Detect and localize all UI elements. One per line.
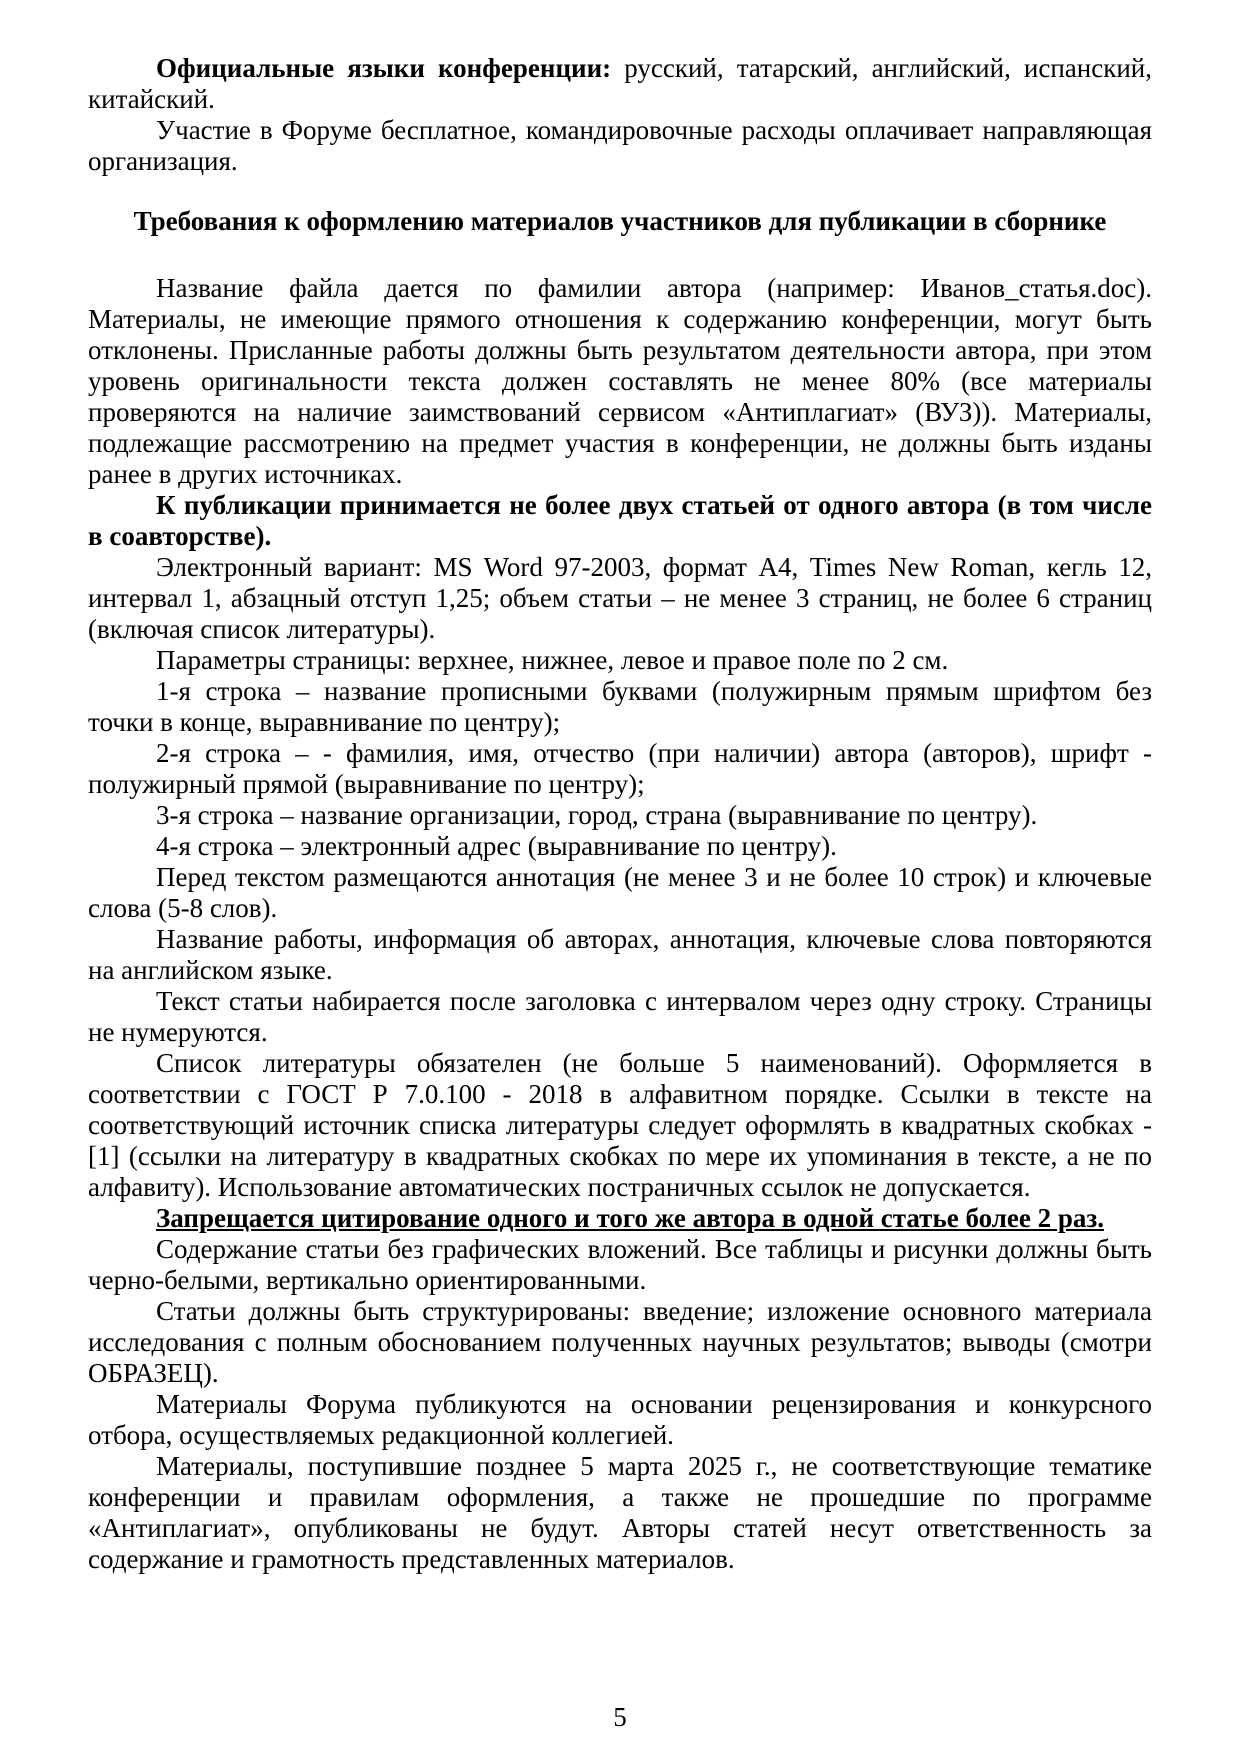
para-line-2	[88, 738, 1152, 800]
para-line-1	[88, 676, 1152, 738]
text-run: Участие в Форуме бесплатное, командировочные расходы оплачивает направляющая организация.	[88, 115, 1152, 176]
section-heading	[88, 206, 1152, 237]
para-english-repeat	[88, 924, 1152, 986]
para-structure	[88, 1296, 1152, 1389]
text-run: Материалы, поступившие позднее 5 марта 2025 г., не соответствующие тематике конференции и правилам оформления, а также не прошедшие по программе «Антиплагиат», опубликованы не будут. Авторы статей несут ответственность за содержание и грамотность представленных материалов.	[88, 1451, 1152, 1574]
para-line-4	[88, 831, 1152, 862]
para-deadline	[88, 1451, 1152, 1575]
text-run: Материалы Форума публикуются на основании рецензирования и конкурсного отбора, осуществляемых редакционной коллегией.	[88, 1389, 1152, 1450]
text-run: Содержание статьи без графических вложений. Все таблицы и рисунки должны быть черно-белыми, вертикально ориентированными.	[88, 1234, 1152, 1295]
text-run: Перед текстом размещаются аннотация (не менее 3 и не более 10 строк) и ключевые слова (5-8 слов).	[88, 862, 1152, 923]
text-run: Требования к оформлению материалов участников для публикации в сборнике	[133, 206, 1107, 236]
para-line-3	[88, 800, 1152, 831]
para-annotation-keywords	[88, 862, 1152, 924]
para-article-text	[88, 986, 1152, 1048]
text-run: 1-я строка – название прописными буквами (полужирным прямым шрифтом без точки в конце, выравнивание по центру);	[88, 676, 1152, 737]
para-citation-ban	[88, 1203, 1152, 1234]
text-run: Название файла дается по фамилии автора (например: Иванов_статья.doc). Материалы, не имеющие прямого отношения к содержанию конференции, могут быть отклонены. Присланные работы должны быть результатом деятельности автора, при этом уровень оригинальности текста должен составлять не менее 80% (все материалы проверяются на наличие заимствований сервисом «Антиплагиат» (ВУЗ)). Материалы, подлежащие рассмотрению на предмет участия в конференции, не должны быть изданы ранее в других источниках.	[88, 273, 1152, 489]
para-participation	[88, 115, 1152, 177]
text-run: Официальные языки конференции:	[156, 53, 625, 83]
page-number: 5	[613, 1702, 627, 1732]
para-two-articles-limit	[88, 490, 1152, 552]
text-run: Статьи должны быть структурированы: введение; изложение основного материала исследования с полным обоснованием полученных научных результатов; выводы (смотри ОБРАЗЕЦ).	[88, 1296, 1152, 1388]
text-run: Название работы, информация об авторах, аннотация, ключевые слова повторяются на английском языке.	[88, 924, 1152, 985]
para-page-margins	[88, 645, 1152, 676]
para-review-selection	[88, 1389, 1152, 1451]
text-run: К публикации принимается не более двух статьей от одного автора (в том числе в соавторстве).	[88, 490, 1152, 551]
text-run: 4-я строка – электронный адрес (выравнивание по центру).	[156, 831, 837, 861]
text-run: Текст статьи набирается после заголовка с интервалом через одну строку. Страницы не нумеруются.	[88, 986, 1152, 1047]
text-run: Электронный вариант: MS Word 97-2003, формат А4, Times New Roman, кегль 12, интервал 1, абзацный отступ 1,25; объем статьи – не менее 3 страниц, не более 6 страниц (включая список литературы).	[88, 552, 1152, 644]
document-body	[88, 53, 1152, 1575]
para-official-languages	[88, 53, 1152, 115]
para-references	[88, 1048, 1152, 1203]
para-file-naming	[88, 273, 1152, 490]
para-electronic-format	[88, 552, 1152, 645]
text-run: Запрещается цитирование одного и того же автора в одной статье более 2 раз.	[156, 1203, 1104, 1233]
text-run: 2-я строка – - фамилия, имя, отчество (при наличии) автора (авторов), шрифт - полужирный прямой (выравнивание по центру);	[88, 738, 1152, 799]
text-run: Список литературы обязателен (не больше 5 наименований). Оформляется в соответствии с ГОСТ Р 7.0.100 - 2018 в алфавитном порядке. Ссылки в тексте на соответствующий источник списка литературы следует оформлять в квадратных скобках - [1] (ссылки на литературу в квадратных скобках по мере их упоминания в тексте, а не по алфавиту). Использование автоматических постраничных ссылок не допускается.	[88, 1048, 1152, 1202]
text-run: русский, татарский, английский, испанский, китайский.	[88, 53, 1152, 114]
text-run: Параметры страницы: верхнее, нижнее, левое и правое поле по 2 см.	[156, 645, 949, 675]
para-content-no-graphics	[88, 1234, 1152, 1296]
text-run: 3-я строка – название организации, город, страна (выравнивание по центру).	[156, 800, 1038, 830]
